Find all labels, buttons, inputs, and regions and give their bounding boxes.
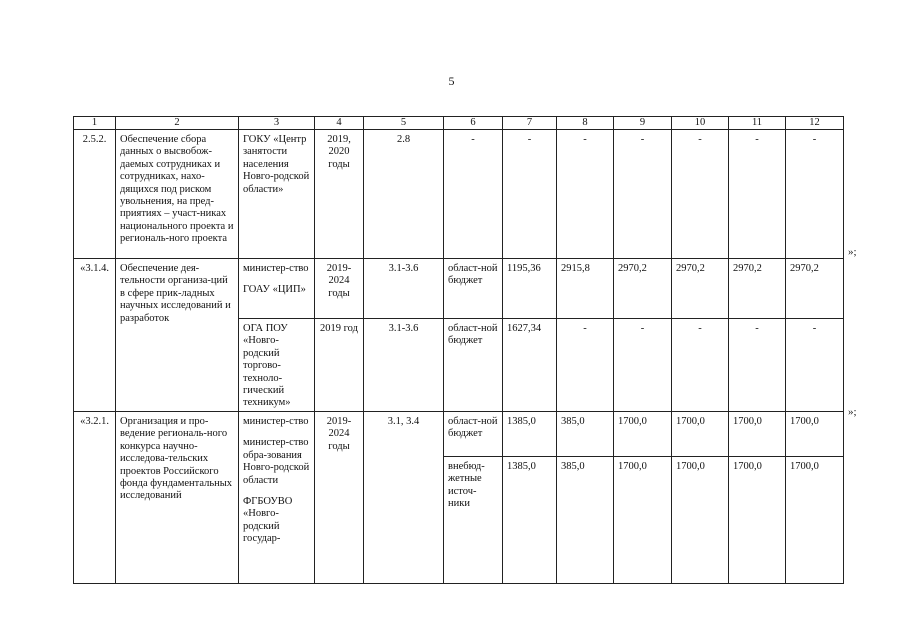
activity-source: област-ной бюджет [444, 319, 503, 412]
activity-years: 2019-2024 годы [315, 259, 364, 319]
executor-line: министер-ство [243, 416, 309, 427]
value-cell: 1700,0 [672, 412, 729, 457]
value-cell: 385,0 [557, 412, 614, 457]
column-header: 11 [729, 117, 786, 130]
activity-years: 2019, 2020 годы [315, 130, 364, 259]
executor-line: ГОАУ «ЦИП» [243, 284, 306, 296]
activity-executor [239, 412, 315, 584]
executor-line: министер-ство обра-зования Новго-родской области [243, 437, 310, 486]
column-header: 7 [503, 117, 557, 130]
activity-number: 2.5.2. [74, 130, 116, 259]
value-cell: 2970,2 [614, 259, 672, 319]
activity-source: област-ной бюджет [444, 412, 503, 457]
activity-years: 2019-2024 годы [315, 412, 364, 584]
value-cell: 1195,36 [503, 259, 557, 319]
column-header: 8 [557, 117, 614, 130]
activity-indicator: 3.1-3.6 [364, 259, 444, 319]
value-cell: 385,0 [557, 457, 614, 584]
value-cell: 2915,8 [557, 259, 614, 319]
value-cell: - [614, 130, 672, 259]
value-cell: - [672, 319, 729, 412]
activity-source: - [444, 130, 503, 259]
activity-executor: ОГА ПОУ «Новго-родский торгово-техноло-гический техникум» [239, 319, 315, 412]
table-header-row [74, 117, 844, 130]
column-header: 10 [672, 117, 729, 130]
activity-indicator: 3.1, 3.4 [364, 412, 444, 584]
value-cell: - [557, 130, 614, 259]
column-header: 9 [614, 117, 672, 130]
value-cell: 1627,34 [503, 319, 557, 412]
activity-indicator: 2.8 [364, 130, 444, 259]
value-cell: - [503, 130, 557, 259]
value-cell: 2970,2 [729, 259, 786, 319]
value-cell: - [786, 130, 844, 259]
activity-name: Обеспечение сбора данных о высвобож-даемых сотрудниках и сотрудниках, нахо-дящихся под риском увольнения, на пред-приятиях – участ-никах национального проекта и региональ-ного проекта [116, 130, 239, 259]
executor-line: министер-ство [243, 263, 309, 274]
activity-executor [239, 259, 315, 319]
activity-executor: ГОКУ «Центр занятости населения Новго-родской области» [239, 130, 315, 259]
value-cell: 1700,0 [786, 412, 844, 457]
page-number: 5 [448, 74, 455, 88]
column-header: 12 [786, 117, 844, 130]
executor-line: ФГБОУВО «Новго-родский государ- [243, 496, 293, 545]
value-cell: 1385,0 [503, 457, 557, 584]
value-cell: - [672, 130, 729, 259]
activity-name: Организация и про-ведение региональ-ного конкурса научно-исследова-тельских проектов Российского фонда фундаментальных исследований [116, 412, 239, 584]
activity-years: 2019 год [315, 319, 364, 412]
column-header: 6 [444, 117, 503, 130]
value-cell: 1700,0 [614, 412, 672, 457]
value-cell: - [786, 319, 844, 412]
value-cell: 2970,2 [672, 259, 729, 319]
activity-number: «3.1.4. [74, 259, 116, 412]
table-row [74, 259, 844, 319]
value-cell: - [729, 130, 786, 259]
activity-name: Обеспечение дея-тельности организа-ций в сфере прик-ладных научных исследований и разработок [116, 259, 239, 412]
value-cell: 1700,0 [614, 457, 672, 584]
table-row [74, 130, 844, 259]
activity-source: внебюд-жетные источ-ники [444, 457, 503, 584]
value-cell: 1700,0 [786, 457, 844, 584]
value-cell: 1700,0 [729, 457, 786, 584]
column-header: 3 [239, 117, 315, 130]
column-header: 2 [116, 117, 239, 130]
value-cell: - [729, 319, 786, 412]
closing-quote-mark: »; [848, 406, 857, 418]
value-cell: 2970,2 [786, 259, 844, 319]
column-header: 4 [315, 117, 364, 130]
value-cell: - [614, 319, 672, 412]
table-row [74, 412, 844, 457]
column-header: 1 [74, 117, 116, 130]
column-header: 5 [364, 117, 444, 130]
value-cell: 1700,0 [672, 457, 729, 584]
value-cell: 1700,0 [729, 412, 786, 457]
activity-indicator: 3.1-3.6 [364, 319, 444, 412]
value-cell: - [557, 319, 614, 412]
activity-number: «3.2.1. [74, 412, 116, 584]
closing-quote-mark: »; [848, 246, 857, 258]
program-activities-table [73, 116, 844, 584]
activity-source: област-ной бюджет [444, 259, 503, 319]
value-cell: 1385,0 [503, 412, 557, 457]
